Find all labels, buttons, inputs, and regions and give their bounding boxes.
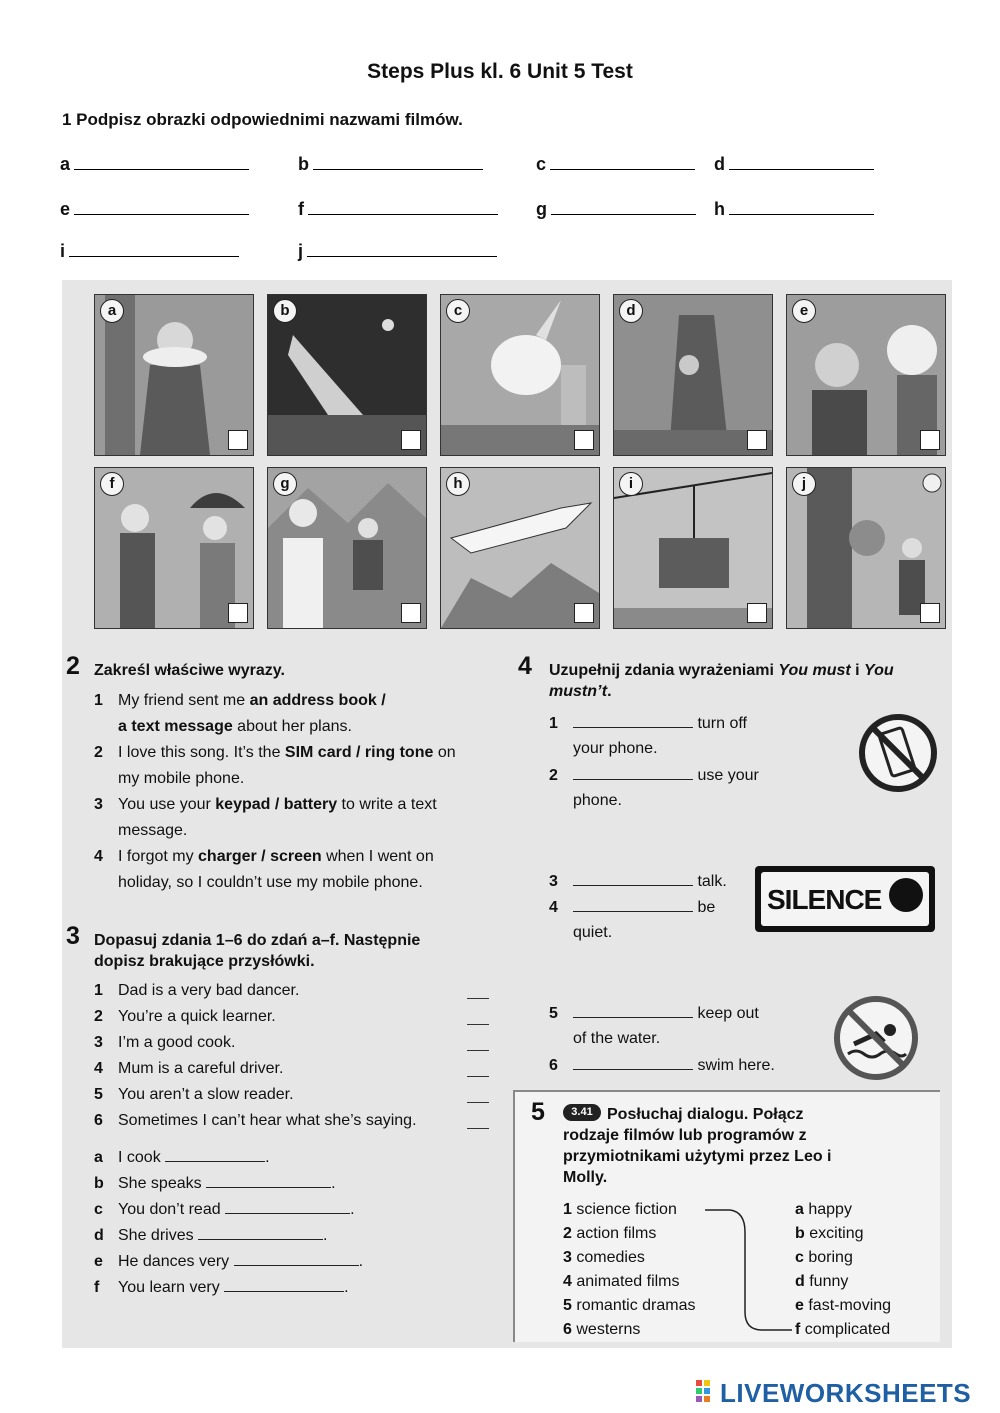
ex3-answer-f-blank[interactable] <box>224 1276 344 1292</box>
ex5-left-1[interactable]: 1 science fiction <box>563 1201 677 1218</box>
answer-input-a[interactable] <box>74 153 249 170</box>
ex5-right-c[interactable]: c boring <box>795 1249 853 1266</box>
answer-input-j[interactable] <box>307 240 497 257</box>
ex3-answer-f: f You learn very . <box>94 1276 349 1299</box>
ex3-answer-a-blank[interactable] <box>165 1146 265 1162</box>
ex4-item-6: 6 swim here. <box>549 1054 775 1077</box>
exercise-5-number: 5 <box>531 1098 545 1126</box>
answer-line-h: h <box>714 198 874 220</box>
ex4-item-3-blank[interactable] <box>573 870 693 886</box>
example-match-connector <box>690 1202 800 1342</box>
ex2-item-3: 3 You use your keypad / battery to write a text <box>94 796 437 813</box>
answer-input-e[interactable] <box>74 198 249 215</box>
ex2-item-2: 2 I love this song. It’s the SIM card / ring tone on <box>94 744 456 761</box>
bell-icon <box>889 878 923 912</box>
liveworksheets-brand[interactable]: LIVEWORKSHEETS <box>720 1378 972 1408</box>
answer-input-h[interactable] <box>729 198 874 215</box>
answer-input-c[interactable] <box>550 153 695 170</box>
exercise-4-instruction: Uzupełnij zdania wyrażeniami You must i You mustn’t. <box>549 662 894 700</box>
ex3-sentence-6: 6 Sometimes I can’t hear what she’s saying. <box>94 1112 417 1129</box>
exercise-3-instruction-line1: Dopasuj zdania 1–6 do zdań a–f. Następnie <box>94 932 421 949</box>
answer-line-e: e <box>60 198 249 220</box>
ex2-item-2-line2: my mobile phone. <box>118 770 245 787</box>
picture-a-queen: a <box>94 294 254 456</box>
ex5-right-d[interactable]: d funny <box>795 1273 849 1290</box>
ex3-sentence-5: 5 You aren’t a slow reader. <box>94 1086 294 1103</box>
ex2-item-1-options[interactable]: an address book / <box>249 692 386 709</box>
answer-line-g: g <box>536 198 696 220</box>
exercise-2-number: 2 <box>66 652 80 680</box>
ex5-right-b[interactable]: b exciting <box>795 1225 864 1242</box>
ex2-item-4-options[interactable]: charger / screen <box>198 848 322 865</box>
ex3-match-5[interactable] <box>467 1102 489 1103</box>
ex3-sentence-2: 2 You’re a quick learner. <box>94 1008 276 1025</box>
answer-line-j: j <box>298 240 497 262</box>
ex3-match-6[interactable] <box>467 1128 489 1129</box>
picture-d-tree: d <box>613 294 773 456</box>
picture-i-checkbox[interactable] <box>747 603 767 623</box>
answer-line-a: a <box>60 153 249 175</box>
ex3-sentence-3: 3 I’m a good cook. <box>94 1034 236 1051</box>
ex2-item-1-option-b[interactable]: a text message <box>118 718 233 735</box>
ex4-item-2-blank[interactable] <box>573 764 693 780</box>
picture-j-western: j <box>786 467 946 629</box>
ex4-item-4: 4 be <box>549 896 715 919</box>
exercise-4-number: 4 <box>518 652 532 680</box>
ex2-item-1-line2: a text message about her plans. <box>118 718 352 735</box>
ex4-item-1: 1 turn off <box>549 712 747 735</box>
exercise-3-number: 3 <box>66 922 80 950</box>
no-swimming-sign-icon <box>832 994 920 1082</box>
ex3-answer-c-blank[interactable] <box>225 1198 350 1214</box>
picture-b-checkbox[interactable] <box>401 430 421 450</box>
ex5-right-e[interactable]: e fast-moving <box>795 1297 892 1314</box>
ex4-item-6-blank[interactable] <box>573 1054 693 1070</box>
ex5-left-3[interactable]: 3 comedies <box>563 1249 645 1266</box>
answer-line-d: d <box>714 153 874 175</box>
ex2-item-1: 1 My friend sent me an address book / <box>94 692 386 709</box>
picture-i-cable-car: i <box>613 467 773 629</box>
picture-f-checkbox[interactable] <box>228 603 248 623</box>
exercise-5-instruction-line4: Molly. <box>563 1169 608 1186</box>
picture-c-checkbox[interactable] <box>574 430 594 450</box>
ex2-item-3-options[interactable]: keypad / battery <box>215 796 338 813</box>
audio-track-badge[interactable]: 3.41 <box>563 1104 601 1121</box>
ex3-answer-d: d She drives . <box>94 1224 328 1247</box>
ex4-item-3: 3 talk. <box>549 870 727 893</box>
ex4-item-4-line2: quiet. <box>573 924 613 941</box>
ex3-match-4[interactable] <box>467 1076 489 1077</box>
ex4-item-5-line2: of the water. <box>573 1030 661 1047</box>
exercise-5-instruction-line2: rodzaje filmów lub programów z <box>563 1127 807 1144</box>
ex2-item-2-options[interactable]: SIM card / ring tone <box>284 744 434 761</box>
ex4-item-2-line2: phone. <box>573 792 622 809</box>
exercise-5-instruction-line3: przymiotnikami użytymi przez Leo i <box>563 1148 832 1165</box>
picture-j-checkbox[interactable] <box>920 603 940 623</box>
page-title: Steps Plus kl. 6 Unit 5 Test <box>367 60 633 83</box>
exercise-5-instruction-line1: Posłuchaj dialogu. Połącz <box>607 1106 804 1123</box>
answer-line-f: f <box>298 198 498 220</box>
picture-g-singing-dancers: g <box>267 467 427 629</box>
no-phone-sign-icon <box>857 712 939 794</box>
liveworksheets-logo-icon <box>696 1380 718 1404</box>
picture-h-checkbox[interactable] <box>574 603 594 623</box>
picture-b-sinking-ship: b <box>267 294 427 456</box>
ex4-item-5-blank[interactable] <box>573 1002 693 1018</box>
silence-sign-text: SILENCE <box>767 884 882 915</box>
ex3-answer-b-blank[interactable] <box>206 1172 331 1188</box>
ex4-item-4-blank[interactable] <box>573 896 693 912</box>
picture-h-space-shuttle: h <box>440 467 600 629</box>
picture-e-checkbox[interactable] <box>920 430 940 450</box>
ex4-item-1-blank[interactable] <box>573 712 693 728</box>
ex4-item-1-line2: your phone. <box>573 740 658 757</box>
ex5-left-2[interactable]: 2 action films <box>563 1225 657 1242</box>
ex3-match-1[interactable] <box>467 998 489 999</box>
silence-sign <box>755 866 935 932</box>
exercise-5-panel <box>513 1090 940 1342</box>
picture-d-checkbox[interactable] <box>747 430 767 450</box>
ex3-answer-b: b She speaks . <box>94 1172 336 1195</box>
ex3-answer-d-blank[interactable] <box>198 1224 323 1240</box>
ex3-sentence-4: 4 Mum is a careful driver. <box>94 1060 284 1077</box>
ex5-left-6[interactable]: 6 westerns <box>563 1321 641 1338</box>
picture-e-pie-in-face: e <box>786 294 946 456</box>
ex3-answer-a: a I cook . <box>94 1146 270 1169</box>
picture-g-checkbox[interactable] <box>401 603 421 623</box>
answer-input-i[interactable] <box>69 240 239 257</box>
ex3-match-2[interactable] <box>467 1024 489 1025</box>
picture-c-unicorn: c <box>440 294 600 456</box>
ex5-right-a[interactable]: a happy <box>795 1201 852 1218</box>
ex3-match-3[interactable] <box>467 1050 489 1051</box>
answer-line-b: b <box>298 153 483 175</box>
ex2-item-4: 4 I forgot my charger / screen when I went on <box>94 848 434 865</box>
ex4-item-5: 5 keep out <box>549 1002 759 1025</box>
ex5-right-f[interactable]: f complicated <box>795 1321 891 1338</box>
answer-input-f[interactable] <box>308 198 498 215</box>
ex3-sentence-1: 1 Dad is a very bad dancer. <box>94 982 300 999</box>
answer-input-b[interactable] <box>313 153 483 170</box>
ex2-item-4-line2: holiday, so I couldn’t use my mobile phone. <box>118 874 423 891</box>
exercise-1-instruction: 1 Podpisz obrazki odpowiednimi nazwami filmów. <box>62 110 463 129</box>
picture-a-checkbox[interactable] <box>228 430 248 450</box>
ex2-item-3-line2: message. <box>118 822 188 839</box>
answer-line-c: c <box>536 153 695 175</box>
exercise-2-instruction: Zakreśl właściwe wyrazy. <box>94 662 285 679</box>
ex3-answer-e: e He dances very . <box>94 1250 363 1273</box>
answer-input-d[interactable] <box>729 153 874 170</box>
picture-f-couple-in-rain: f <box>94 467 254 629</box>
exercise-3-instruction-line2: dopisz brakujące przysłówki. <box>94 953 315 970</box>
answer-input-g[interactable] <box>551 198 696 215</box>
ex5-left-4[interactable]: 4 animated films <box>563 1273 680 1290</box>
ex3-answer-e-blank[interactable] <box>234 1250 359 1266</box>
ex5-left-5[interactable]: 5 romantic dramas <box>563 1297 696 1314</box>
answer-line-i: i <box>60 240 239 262</box>
ex4-item-2: 2 use your <box>549 764 759 787</box>
ex3-answer-c: c You don’t read . <box>94 1198 355 1221</box>
